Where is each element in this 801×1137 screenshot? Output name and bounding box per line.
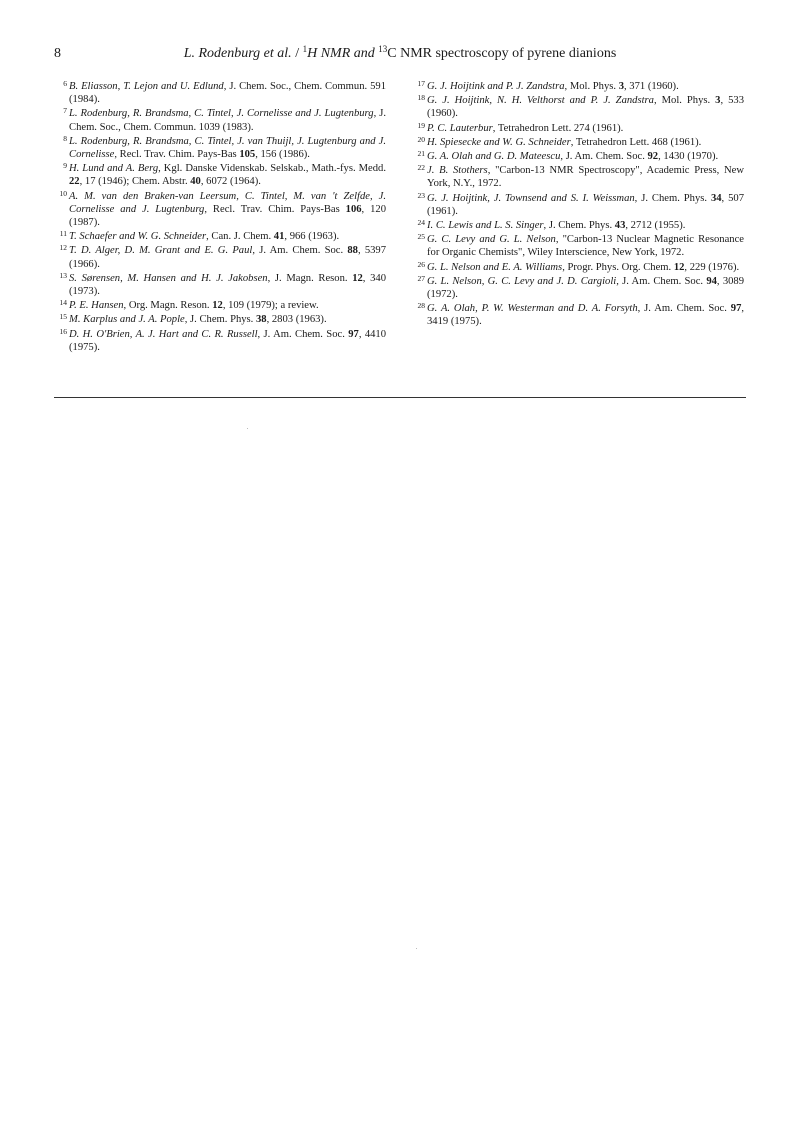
reference-volume: 38 xyxy=(255,314,267,326)
reference-source: , Recl. Trav. Chim. Pays-Bas xyxy=(204,203,346,215)
reference-entry xyxy=(414,122,744,135)
reference-volume: 40 xyxy=(190,176,201,188)
reference-entry xyxy=(56,190,386,230)
reference-volume: 97 xyxy=(730,303,742,315)
reference-source: , Progr. Phys. Org. Chem. xyxy=(562,261,674,273)
reference-entry xyxy=(414,275,744,301)
running-title-h-nmr: H NMR xyxy=(307,46,351,61)
reference-number: 28 xyxy=(417,301,425,311)
reference-pages: , 6072 (1964). xyxy=(200,176,261,188)
reference-authors: G. J. Hoijtink, J. Townsend and S. I. Weissman xyxy=(427,192,635,204)
reference-entry xyxy=(414,80,744,93)
reference-entry xyxy=(56,162,386,188)
reference-volume: 34 xyxy=(710,192,722,204)
reference-source: , Kgl. Danske Videnskab. Selskab., Math.-fys. Medd. xyxy=(158,163,386,175)
reference-number: 24 xyxy=(417,218,425,228)
reference-number: 14 xyxy=(59,298,67,308)
reference-volume: 41 xyxy=(273,231,285,243)
running-title-h-superscript: 1 xyxy=(302,44,308,54)
footer-rule xyxy=(54,397,746,398)
reference-volume: 22 xyxy=(69,176,80,188)
reference-authors: B. Eliasson, T. Lejon and U. Edlund xyxy=(69,81,224,92)
reference-number: 15 xyxy=(59,312,67,322)
page-number: 8 xyxy=(54,46,61,61)
reference-pages: , 3419 (1975). xyxy=(427,303,745,328)
reference-source: , Recl. Trav. Chim. Pays-Bas xyxy=(114,149,240,161)
reference-number: 16 xyxy=(59,326,67,336)
reference-pages: , 2803 (1963). xyxy=(266,314,327,326)
reference-entry xyxy=(414,302,744,328)
reference-source: , Can. J. Chem. xyxy=(206,231,274,243)
reference-volume: 43 xyxy=(614,220,626,232)
reference-source: , J. Am. Chem. Soc. xyxy=(257,328,349,340)
reference-number: 23 xyxy=(417,190,425,200)
reference-number: 17 xyxy=(417,79,425,88)
reference-entry xyxy=(56,80,386,106)
reference-pages: , 4410 (1975). xyxy=(69,328,387,353)
reference-source: , Tetrahedron Lett. 274 (1961). xyxy=(492,122,624,134)
reference-pages: , 533 (1960). xyxy=(427,95,745,120)
reference-entry xyxy=(56,272,386,298)
reference-source: , Tetrahedron Lett. 468 (1961). xyxy=(570,136,702,148)
reference-authors: G. J. Hoijtink and P. J. Zandstra xyxy=(427,81,565,92)
running-title-authors: L. Rodenburg et al. xyxy=(183,46,292,61)
reference-source: , J. Am. Chem. Soc. xyxy=(252,245,348,257)
reference-source: , J. Magn. Reson. xyxy=(267,272,353,284)
reference-number: 13 xyxy=(59,270,67,280)
reference-entry xyxy=(56,107,386,133)
reference-volume: 106 xyxy=(345,203,362,215)
reference-authors: H. Spiesecke and W. G. Schneider xyxy=(427,136,571,148)
reference-pages: , 156 (1986). xyxy=(255,149,310,161)
scan-speck xyxy=(247,428,248,429)
reference-entry xyxy=(414,136,744,149)
reference-authors: G. A. Olah, P. W. Westerman and D. A. Forsyth xyxy=(427,303,638,315)
reference-number: 11 xyxy=(59,229,67,239)
reference-source: , Mol. Phys. xyxy=(653,95,716,107)
reference-authors: P. C. Lauterbur xyxy=(427,122,493,134)
reference-number: 18 xyxy=(417,93,425,103)
reference-number: 10 xyxy=(59,188,67,198)
reference-entry xyxy=(56,135,386,161)
reference-pages: , 966 (1963). xyxy=(284,231,340,243)
reference-entry xyxy=(414,261,744,274)
reference-number: 20 xyxy=(417,134,425,144)
reference-pages: , 109 (1979); a review. xyxy=(222,300,319,312)
reference-entry xyxy=(414,164,744,190)
reference-source: , J. Chem. Phys. xyxy=(184,314,256,326)
reference-number: 26 xyxy=(417,259,425,269)
references-left-column xyxy=(56,80,386,355)
reference-volume: 94 xyxy=(706,275,717,287)
reference-authors: J. B. Stothers xyxy=(427,165,488,177)
reference-number: 8 xyxy=(63,133,67,143)
reference-entry xyxy=(414,150,744,163)
references-right-column xyxy=(414,80,744,330)
reference-number: 21 xyxy=(417,149,425,159)
reference-volume: 12 xyxy=(212,300,223,312)
reference-pages: , 17 (1946); Chem. Abstr. xyxy=(79,176,191,188)
reference-source: , J. Chem. Phys. xyxy=(634,192,711,204)
reference-pages: , 507 (1961). xyxy=(427,192,744,217)
reference-source: , "Carbon-13 NMR Spectroscopy", Academic Press, New York, N.Y., 1972. xyxy=(427,165,744,190)
reference-source: , Mol. Phys. xyxy=(564,81,619,92)
reference-authors: G. A. Olah and G. D. Mateescu xyxy=(427,151,561,163)
reference-number: 22 xyxy=(417,163,425,173)
reference-number: 25 xyxy=(417,232,425,242)
reference-pages: , 340 (1973). xyxy=(69,272,387,298)
reference-pages: , 2712 (1955). xyxy=(625,220,686,232)
reference-entry xyxy=(414,219,744,232)
reference-number: 7 xyxy=(63,106,67,116)
reference-source: , Org. Magn. Reson. xyxy=(123,300,213,312)
reference-authors: G. L. Nelson and E. A. Williams xyxy=(427,261,563,273)
reference-authors: P. E. Hansen xyxy=(69,300,124,312)
page-header xyxy=(54,46,746,66)
reference-authors: L. Rodenburg, R. Brandsma, C. Tintel, J. Cornelisse and J. Lugtenburg xyxy=(69,108,374,120)
reference-pages: , 229 (1976). xyxy=(684,261,740,273)
reference-source: , "Carbon-13 Nuclear Magnetic Resonance for Organic Chemists", Wiley Interscience, New York, 1972. xyxy=(427,234,744,259)
running-title-c-superscript: 13 xyxy=(378,44,388,54)
reference-pages: , 5397 (1966). xyxy=(69,245,387,270)
reference-entry xyxy=(414,94,744,120)
reference-volume: 88 xyxy=(347,245,358,257)
reference-source: , J. Chem. Phys. xyxy=(543,220,615,232)
reference-volume: 92 xyxy=(647,151,659,163)
reference-authors: I. C. Lewis and L. S. Singer xyxy=(427,220,544,232)
reference-number: 12 xyxy=(59,243,67,253)
reference-authors: S. Sørensen, M. Hansen and H. J. Jakobsen xyxy=(69,272,268,284)
reference-source: , J. Chem. Soc., Chem. Commun. 591 (1984). xyxy=(69,81,386,106)
reference-authors: G. L. Nelson, G. C. Levy and J. D. Cargioli xyxy=(427,275,617,287)
reference-entry xyxy=(414,192,744,218)
reference-volume: 3 xyxy=(715,95,721,107)
reference-number: 19 xyxy=(417,120,425,130)
running-title-separator: / xyxy=(295,46,300,61)
reference-entry xyxy=(414,233,744,259)
reference-entry xyxy=(56,299,386,312)
reference-entry xyxy=(56,230,386,243)
reference-volume: 12 xyxy=(673,261,685,273)
reference-pages: , 3089 (1972). xyxy=(427,275,745,301)
reference-pages: , 120 (1987). xyxy=(69,203,386,229)
reference-volume: 105 xyxy=(239,149,256,161)
reference-number: 27 xyxy=(417,273,425,283)
reference-source: , J. Am. Chem. Soc. xyxy=(616,275,707,287)
reference-entry xyxy=(56,328,386,354)
running-title-and: and xyxy=(353,46,375,61)
reference-pages: , 371 (1960). xyxy=(624,81,679,92)
reference-authors: D. H. O'Brien, A. J. Hart and C. R. Russell xyxy=(69,328,258,340)
reference-authors: L. Rodenburg, R. Brandsma, C. Tintel, J. van Thuijl, J. Lugtenburg and J. Cornelisse xyxy=(69,135,386,161)
reference-entry xyxy=(56,244,386,270)
reference-authors: M. Karplus and J. A. Pople xyxy=(69,314,185,326)
reference-authors: A. M. van den Braken-van Leersum, C. Tintel, M. van 't Zelfde, J. Cornelisse and J. Lugtenburg xyxy=(69,190,386,215)
running-title-rest: C NMR spectroscopy of pyrene dianions xyxy=(387,46,617,61)
reference-authors: G. C. Levy and G. L. Nelson xyxy=(427,234,556,246)
running-title xyxy=(54,46,746,62)
reference-source: , J. Chem. Soc., Chem. Commun. 1039 (1983). xyxy=(69,108,386,133)
reference-source: , J. Am. Chem. Soc. xyxy=(637,303,731,315)
reference-pages: , 1430 (1970). xyxy=(658,151,719,163)
reference-authors: G. J. Hoijtink, N. H. Velthorst and P. J. Zandstra xyxy=(427,95,654,107)
scan-speck xyxy=(416,948,417,949)
reference-number: 9 xyxy=(63,161,67,171)
reference-source: , J. Am. Chem. Soc. xyxy=(560,151,648,163)
reference-volume: 12 xyxy=(352,272,363,284)
reference-authors: H. Lund and A. Berg xyxy=(69,163,159,175)
reference-number: 6 xyxy=(63,79,67,88)
reference-authors: T. D. Alger, D. M. Grant and E. G. Paul xyxy=(69,245,253,257)
reference-entry xyxy=(56,313,386,326)
reference-volume: 97 xyxy=(348,328,359,340)
reference-volume: 3 xyxy=(618,81,624,92)
reference-authors: T. Schaefer and W. G. Schneider xyxy=(69,231,207,243)
